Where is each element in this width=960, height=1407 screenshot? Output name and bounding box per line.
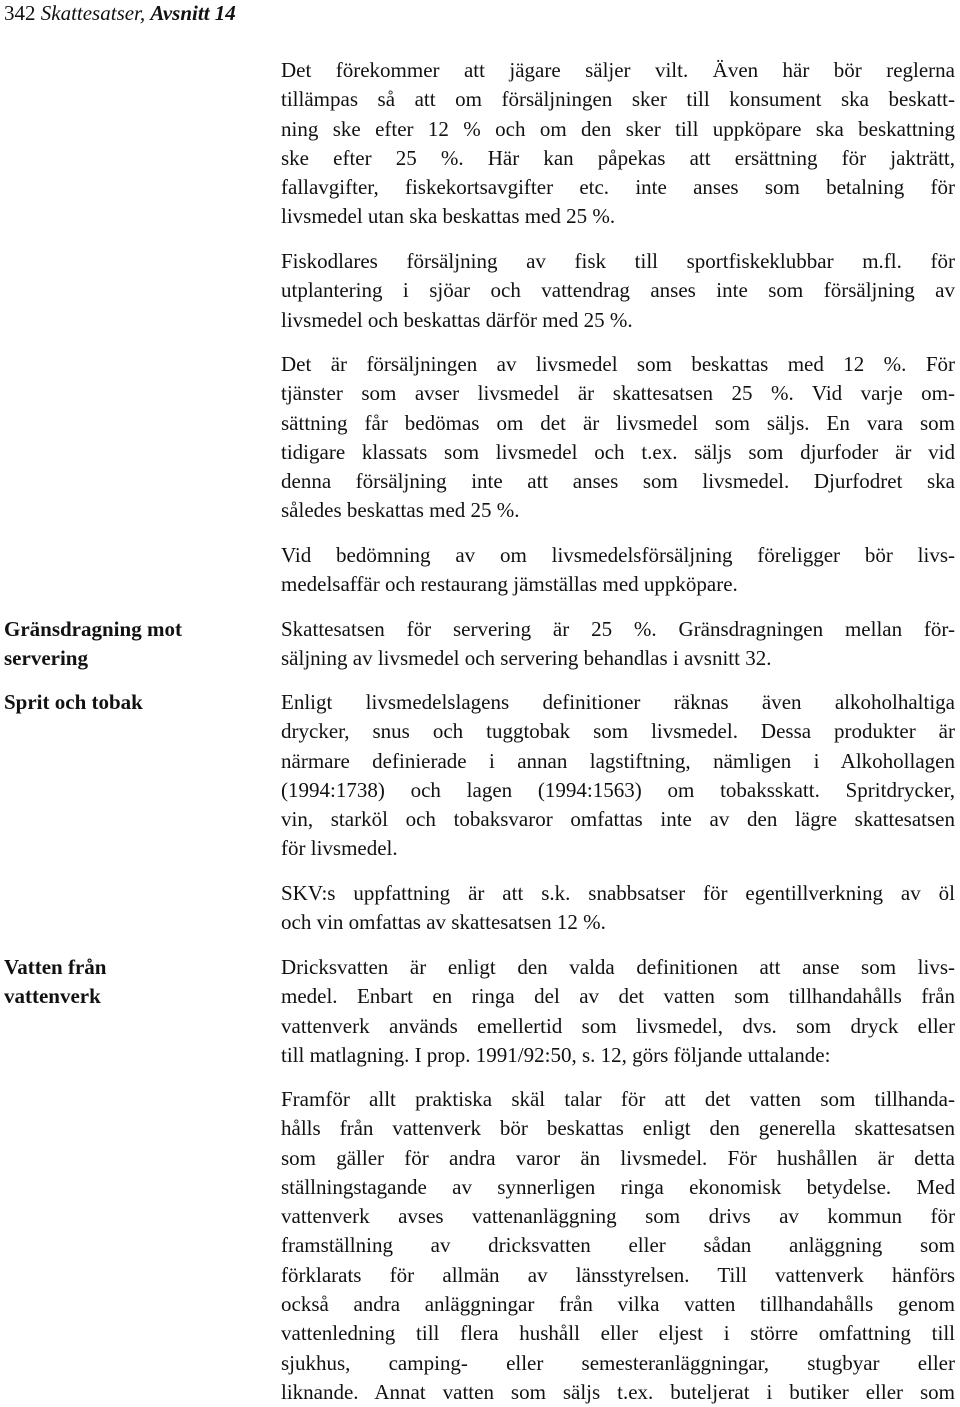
text-line: tjänster som avser livsmedel är skattesatsen 25 %. Vid varje om-: [281, 381, 955, 406]
text-line: vattenverk används emellertid som livsmedel, dvs. som dryck eller: [281, 1013, 955, 1038]
text-line: Vid bedömning av om livsmedelsförsäljning föreligger bör livs-: [281, 543, 955, 567]
paragraph-quote-prop: [281, 1085, 955, 1407]
margin-heading-gransdragning: Gränsdragning mot servering: [4, 617, 182, 670]
text-line: Det är försäljningen av livsmedel som beskattas med 12 %. För: [281, 352, 955, 376]
paragraph-bedomning: [281, 541, 955, 600]
text-line: framställning av dricksvatten eller sådan anläggning som: [281, 1233, 955, 1258]
text-line: tidigare klassats som livsmedel och t.ex. säljs som djurfoder är vid: [281, 439, 955, 464]
text-line: som gäller för andra varor än livsmedel. För hushållen är detta: [281, 1145, 955, 1170]
paragraph-snabbsatser: [281, 879, 955, 938]
text-line: denna försäljning inte att anses som livsmedel. Djurfodret ska: [281, 469, 955, 494]
text-line: till matlagning. I prop. 1991/92:50, s. 12, görs följande uttalande:: [281, 1042, 831, 1067]
text-line: ställningstagande av synnerligen ringa ekonomisk betydelse. Med: [281, 1174, 955, 1199]
text-line: drycker, snus och tuggtobak som livsmedel. Dessa produkter är: [281, 719, 955, 744]
text-line: livsmedel utan ska beskattas med 25 %.: [281, 204, 616, 229]
text-line: hålls från vattenverk bör beskattas enligt den generella skattesatsen: [281, 1116, 955, 1141]
text-line: också andra anläggningar från vilka vatten tillhandahålls genom: [281, 1292, 955, 1317]
text-line: Enligt livsmedelslagens definitioner räknas även alkoholhaltiga: [281, 690, 955, 714]
text-line: (1994:1738) och lagen (1994:1563) om tobaksskatt. Spritdrycker,: [281, 777, 955, 802]
running-header: [4, 1, 236, 25]
paragraph-dricksvatten: [281, 953, 955, 1070]
text-line: liknande. Annat vatten som säljs t.ex. buteljerat i butiker eller som: [281, 1379, 955, 1404]
margin-heading-vatten-fran-vattenverk: Vatten från vattenverk: [4, 955, 107, 1008]
text-line: medel. Enbart en ringa del av det vatten som tillhandahålls från: [281, 984, 955, 1009]
text-line: och vin omfattas av skattesatsen 12 %.: [281, 910, 606, 935]
margin-heading-sprit-och-tobak: Sprit och tobak: [4, 690, 143, 714]
text-line: fallavgifter, fiskekortsavgifter etc. inte anses som betalning för: [281, 175, 955, 200]
text-line: säljning av livsmedel och servering behandlas i avsnitt 32.: [281, 646, 772, 671]
text-line: förklarats för allmän av länsstyrelsen. Till vattenverk hänförs: [281, 1262, 955, 1287]
text-line: livsmedel och beskattas därför med 25 %.: [281, 307, 633, 332]
text-line: SKV:s uppfattning är att s.k. snabbsatser för egentillverkning av öl: [281, 881, 955, 905]
page-number: 342: [4, 1, 36, 25]
text-line: närmare definierade i annan lagstiftning, nämligen i Alkohollagen: [281, 748, 955, 773]
text-line: tillämpas så att om försäljningen sker till konsument ska beskatt-: [281, 87, 955, 112]
paragraph-sprit-tobak: [281, 688, 955, 864]
text-line: ske efter 25 %. Här kan påpekas att ersättning för jakträtt,: [281, 145, 955, 170]
text-line: således beskattas med 25 %.: [281, 498, 520, 523]
text-line: Skattesatsen för servering är 25 %. Gränsdragningen mellan för-: [281, 617, 955, 641]
text-line: Framför allt praktiska skäl talar för att det vatten som tillhanda-: [281, 1087, 955, 1111]
text-line: vattenledning till flera hushåll eller eljest i större omfattning till: [281, 1321, 955, 1346]
text-line: Fiskodlares försäljning av fisk till sportfiskeklubbar m.fl. för: [281, 249, 955, 273]
paragraph-forsaljning-livsmedel: [281, 350, 955, 526]
book-title: Skattesatser,: [40, 1, 146, 25]
text-line: vin, starköl och tobaksvaror omfattas inte av den lägre skattesatsen: [281, 807, 955, 832]
text-line: vattenverk avses vattenanläggning som drivs av kommun för: [281, 1204, 955, 1229]
text-line: medelsaffär och restaurang jämställas med uppköpare.: [281, 572, 738, 597]
text-line: sättning får bedömas om det är livsmedel som säljs. En vara som: [281, 410, 955, 435]
paragraph-servering: [281, 615, 955, 674]
text-line: ning ske efter 12 % och om den sker till uppköpare ska beskattning: [281, 116, 955, 141]
text-line: sjukhus, camping- eller semesteranläggningar, stugbyar eller: [281, 1350, 955, 1375]
paragraph-jagare-vilt: [281, 56, 955, 232]
text-line: utplantering i sjöar och vattendrag anses inte som försäljning av: [281, 278, 955, 303]
text-line: Det förekommer att jägare säljer vilt. Även här bör reglerna: [281, 58, 955, 82]
text-line: Dricksvatten är enligt den valda definitionen att anse som livs-: [281, 955, 955, 979]
section-title: Avsnitt 14: [150, 1, 236, 25]
paragraph-fiskodlare: [281, 247, 955, 335]
text-line: för livsmedel.: [281, 836, 398, 861]
